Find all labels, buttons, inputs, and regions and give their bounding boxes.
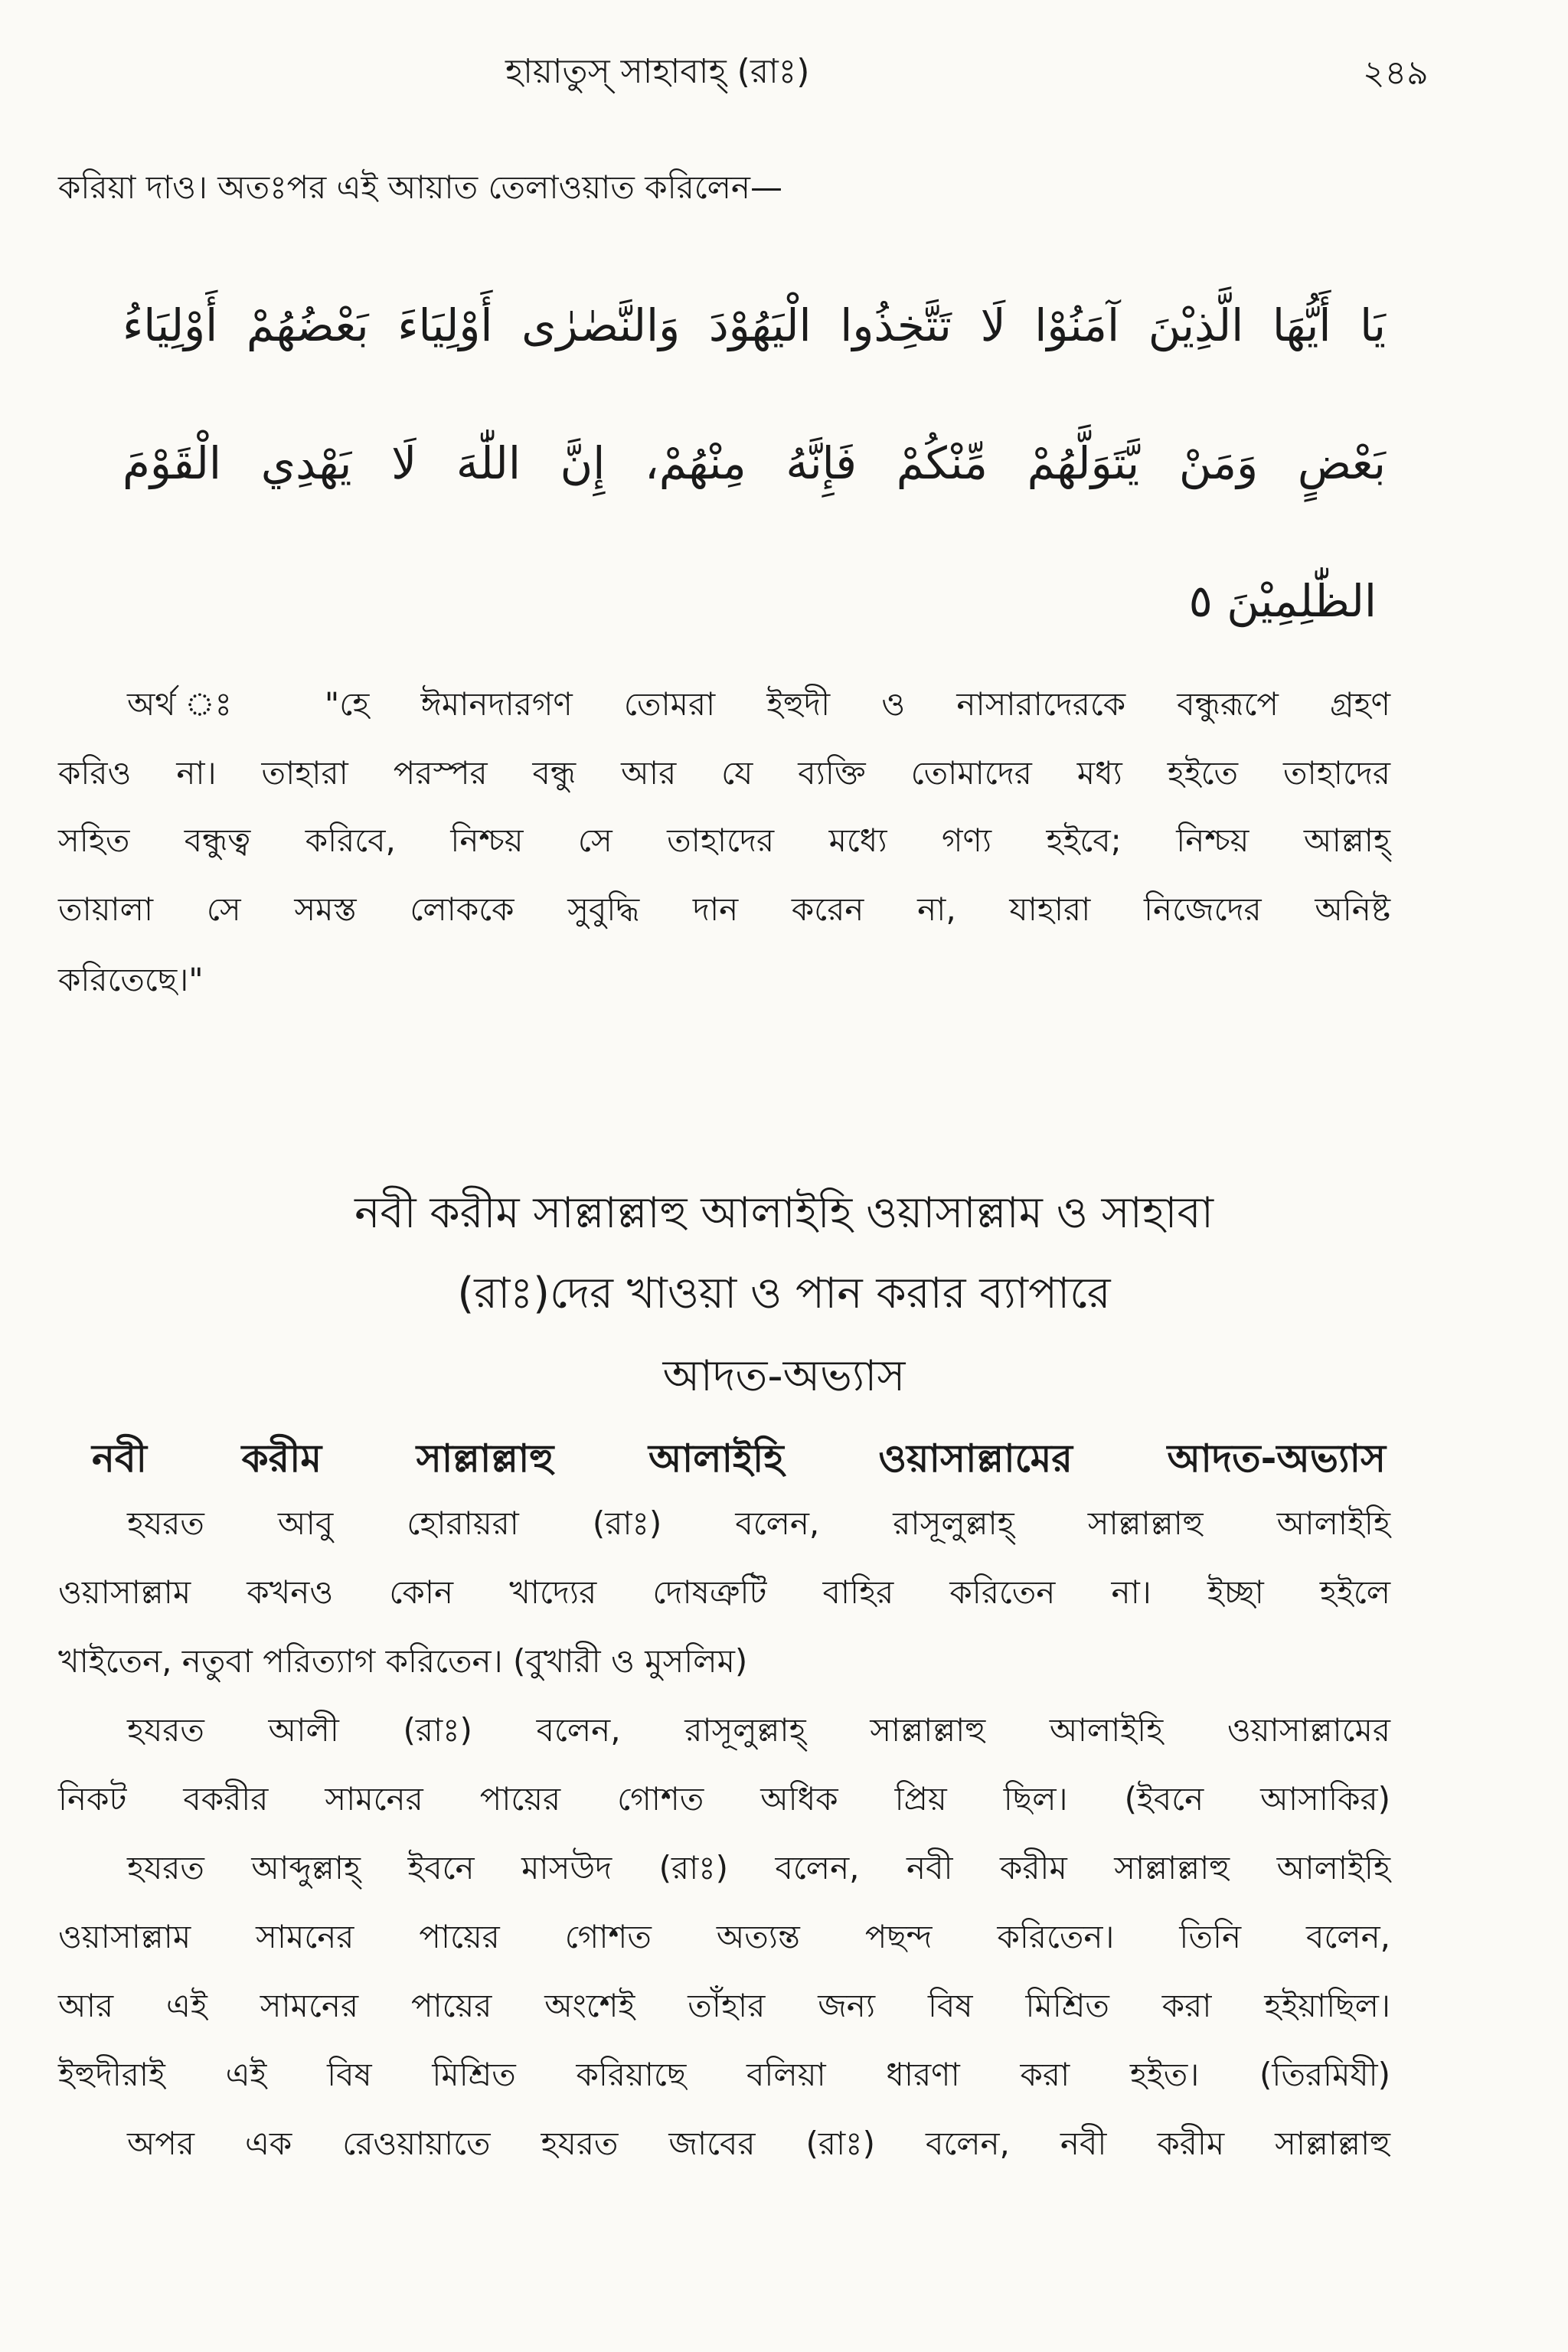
translation-line-5: করিতেছে।" [58,961,204,998]
intro-line: করিয়া দাও। অতঃপর এই আয়াত তেলাওয়াত করিলেন— [58,168,782,206]
body-line: ইহুদীরাই এই বিষ মিশ্রিত করিয়াছে বলিয়া ধারণা করা হইত। (তিরমিযী) [58,2056,1390,2093]
body-line: হযরত আব্দুল্লাহ্ ইবনে মাসউদ (রাঃ) বলেন, নবী করীম সাল্লাল্লাহু আলাইহি [127,1849,1390,1886]
running-header [0,46,1568,100]
page-number: ২৪৯ [1363,54,1429,93]
body-line: আর এই সামনের পায়ের অংশেই তাঁহার জন্য বিষ মিশ্রিত করা হইয়াছিল। [58,1987,1390,2024]
chapter-heading-line-1: নবী করীম সাল্লাল্লাহু আলাইহি ওয়াসাল্লাম ও সাহাবা [354,1188,1214,1238]
body-line: নিকট বকরীর সামনের পায়ের গোশত অধিক প্রিয় ছিল। (ইবনে আসাকির) [58,1780,1390,1818]
translation-line-2: করিও না। তাহারা পরস্পর বন্ধু আর যে ব্যক্তি তোমাদের মধ্য হইতে তাহাদের [58,754,1390,792]
chapter-heading-line-3: আদত-অভ্যাস [662,1351,906,1401]
arabic-verse-line-1: يَا أَيُّهَا الَّذِيْنَ آمَنُوْا لَا تَتَّخِذُوا الْيَهُوْدَ وَالنَّصٰرٰى أَوْلِيَاءَ بَعْضُهُمْ أَوْلِيَاءُ [122,299,1386,351]
arabic-verse-line-3: الظّٰلِمِيْنَ ٥ [1188,575,1377,627]
translation-line-3: সহিত বন্ধুত্ব করিবে, নিশ্চয় সে তাহাদের মধ্যে গণ্য হইবে; নিশ্চয় আল্লাহ্ [58,822,1390,859]
running-title: হায়াতুস্ সাহাবাহ্ (রাঃ) [505,52,810,91]
section-subheading: নবী করীম সাল্লাল্লাহু আলাইহি ওয়াসাল্লামের আদত-অভ্যাস [92,1436,1386,1481]
translation-line-1: অর্থ ঃ "হে ঈমানদারগণ তোমরা ইহুদী ও নাসারাদেরকে বন্ধুরূপে গ্রহণ [127,685,1390,723]
body-line: হযরত আবু হোরায়রা (রাঃ) বলেন, রাসূলুল্লাহ্ সাল্লাল্লাহু আলাইহি [127,1504,1390,1542]
chapter-heading-line-2: (রাঃ)দের খাওয়া ও পান করার ব্যাপারে [457,1269,1111,1318]
body-line: অপর এক রেওয়ায়াতে হযরত জাবের (রাঃ) বলেন, নবী করীম সাল্লাল্লাহু [127,2125,1390,2162]
body-line: ওয়াসাল্লাম সামনের পায়ের গোশত অত্যন্ত পছন্দ করিতেন। তিনি বলেন, [58,1918,1390,1955]
body-line: খাইতেন, নতুবা পরিত্যাগ করিতেন। (বুখারী ও মুসলিম) [58,1642,748,1680]
body-line: ওয়াসাল্লাম কখনও কোন খাদ্যের দোষত্রুটি বাহির করিতেন না। ইচ্ছা হইলে [58,1573,1390,1611]
translation-line-4: তায়ালা সে সমস্ত লোককে সুবুদ্ধি দান করেন না, যাহারা নিজেদের অনিষ্ট [58,890,1390,928]
arabic-verse-line-2: بَعْضٍ وَمَنْ يَّتَوَلَّهُمْ مِّنْكُمْ فَإِنَّهُ مِنْهُمْ، إِنَّ اللّٰهَ لَا يَهْدِي الْقَوْمَ [122,437,1386,489]
body-line: হযরত আলী (রাঃ) বলেন, রাসূলুল্লাহ্ সাল্লাল্লাহু আলাইহি ওয়াসাল্লামের [127,1711,1390,1749]
